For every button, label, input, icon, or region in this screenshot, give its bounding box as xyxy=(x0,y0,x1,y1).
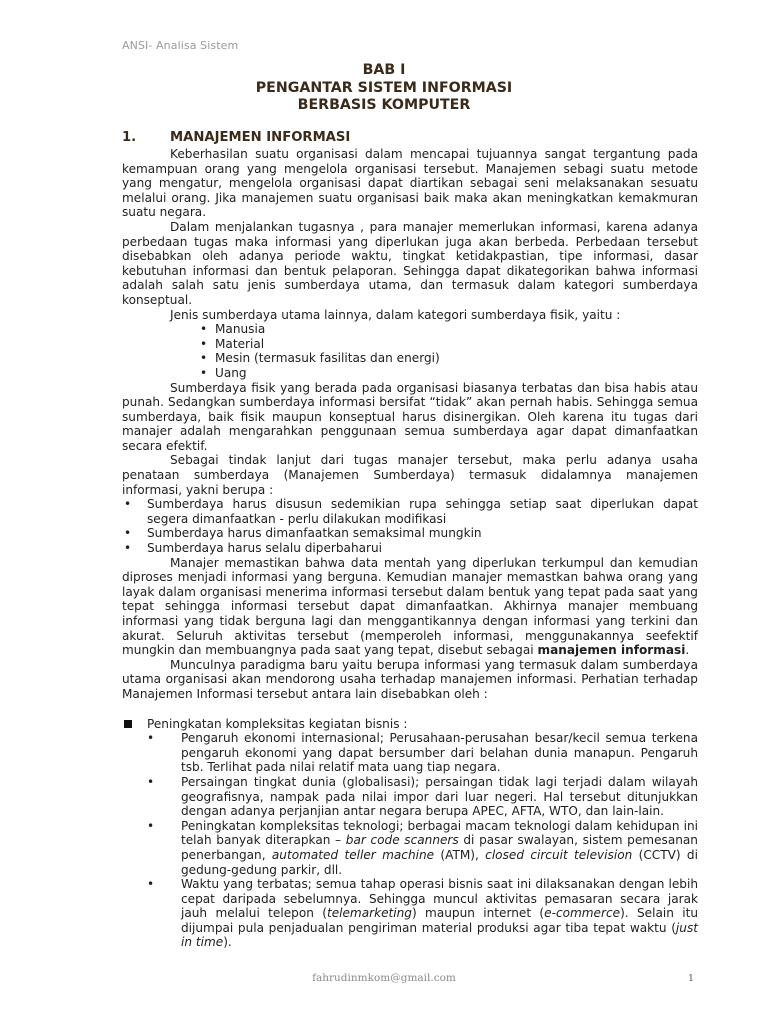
text-run: (ATM), xyxy=(440,847,479,862)
chapter-title xyxy=(0,62,768,115)
list-item: • Uang xyxy=(194,366,698,381)
paragraph-4: Sumberdaya fisik yang berada pada organisasi biasanya terbatas dan bisa habis atau punah. Sedangkan sumberdaya informasi bersifat “tidak” akan pernah habis. Sehingga semua sumberdaya, baik fisik maupun konseptual harus disinergikan. Oleh karena itu tugas dari manajer adalah mengarahkan penggunaan semua sumberdaya agar dapat dimanfaatkan secara efektif. xyxy=(122,380,698,453)
text-run: ). xyxy=(223,935,232,950)
list-item: • Sumberdaya harus disusun sedemikian rupa sehingga setiap saat diperlukan dapat segera dimanfaatkan - perlu dilakukan modifikasi xyxy=(122,497,698,526)
list-item: • Persaingan tingkat dunia (globalisasi); persaingan tidak lagi terjadi dalam wilayah geografisnya, nampak pada nilai impor dari luar negeri. Hal tersebut ditunjukkan dengan adanya perjanjian antar negara berupa APEC, AFTA, WTO, dan lain-lain. xyxy=(147,775,698,819)
text-run: Waktu yang terbatas; semua tahap operasi bisnis saat ini dilaksanakan dengan lebih cepat daripada sebelumnya. Sehingga muncul aktivitas pemasaran secara jarak jauh melalui telepon ( xyxy=(181,877,698,921)
chapter-title-line-1: PENGANTAR SISTEM INFORMASI xyxy=(255,79,513,96)
italic-term: e-commerce xyxy=(544,906,621,921)
paragraph-3: Jenis sumberdaya utama lainnya, dalam kategori sumberdaya fisik, yaitu : xyxy=(170,307,621,322)
list-item xyxy=(147,819,698,877)
list-item: • Sumberdaya harus selalu diperbaharui xyxy=(122,541,698,556)
physical-resources-list xyxy=(194,322,698,380)
text-run: ) maupun internet ( xyxy=(412,906,545,921)
square-bullet-icon xyxy=(124,720,132,728)
list-item: • Manusia xyxy=(194,322,698,337)
section-title: MANAJEMEN INFORMASI xyxy=(170,130,351,145)
paragraph-2: Dalam menjalankan tugasnya , para manajer memerlukan informasi, karena adanya perbedaan tugas maka informasi yang diperlukan juga akan berbeda. Perbedaan tersebut disebabkan oleh adanya periode waktu, tingkat ketidakpastian, tipe informasi, dasar kebutuhan informasi dan bentuk pelaporan. Sehingga dapat dikategorikan bahwa informasi adalah salah satu jenis sumberdaya utama, dan termasuk dalam kategori sumberdaya konseptual. xyxy=(122,219,698,307)
causes-list xyxy=(122,717,698,951)
text-run: di pasar swalayan, sistem pemesanan penerbangan, xyxy=(181,833,698,862)
italic-term: just in time xyxy=(181,920,698,950)
list-item xyxy=(147,877,698,950)
paragraph-5: Sebagai tindak lanjut dari tugas manajer tersebut, maka perlu adanya usaha penataan sumberdaya (Manajemen Sumberdaya) termasuk didalamnya manajemen informasi, yakni berupa : xyxy=(122,453,698,497)
page-number: 1 xyxy=(688,973,695,984)
paragraph-6-text: Manajer memastikan bahwa data mentah yang diperlukan terkumpul dan kemudian diproses menjadi informasi yang berguna. Kemudian manajer memastkan bahwa orang yang layak dalam organisasi menerima informasi tersebut dalam bentuk yang tepat pada saat yang tepat sehingga informasi tersebut dapat dimanfaatkan. Akhirnya manajer membuang informasi yang tidak berguna lagi dan menggantikannya dengan informasi yang terkini dan akurat. Seluruh aktivitas tersebut (memperoleh informasi, menggunakannya seefektif mungkin dan membuangnya pada saat yang tepat, disebut sebagai xyxy=(122,555,698,658)
paragraph-1: Keberhasilan suatu organisasi dalam mencapai tujuannya sangat tergantung pada kemampuan orang yang mengelola organisasi tersebut. Manajemen sebagi suatu metode yang mengatur, mengelola organisasi dapat diartikan sebagai seni melaksanakan sesuatu melalui orang. Jika manajemen suatu organisasi baik maka akan meningkatkan kemakmuran suatu negara. xyxy=(122,147,698,220)
italic-term: closed circuit television xyxy=(485,847,633,862)
causes-heading: Peningkatan kompleksitas kegiatan bisnis : xyxy=(147,716,408,731)
list-item: • Material xyxy=(194,337,698,352)
chapter-title-line-2: BERBASIS KOMPUTER xyxy=(297,97,471,113)
paragraph-6-bold: manajemen informasi xyxy=(537,643,686,658)
causes-sublist xyxy=(147,731,698,950)
italic-term: bar code scanners xyxy=(345,833,459,848)
paragraph-6-end: . xyxy=(685,643,690,658)
list-item: • Pengaruh ekonomi internasional; Perusahaan-perusahan besar/kecil semua terkena pengaruh ekonomi yang dapat bersumber dari belahan dunia manapun. Pengaruh tsb. Terlihat pada nilai relatif mata uang tiap negara. xyxy=(147,731,698,775)
running-header: ANSI- Analisa Sistem xyxy=(122,39,239,52)
causes-item xyxy=(122,717,698,951)
italic-term: automated teller machine xyxy=(271,847,435,862)
list-item: • Mesin (termasuk fasilitas dan energi) xyxy=(194,351,698,366)
management-points-list xyxy=(122,497,698,555)
paragraph-7: Munculnya paradigma baru yaitu berupa informasi yang termasuk dalam sumberdaya utama organisasi akan mendorong usaha terhadap manajemen informasi. Perhatian terhadap Manajemen Informasi tersebut antara lain disebabkan oleh : xyxy=(122,657,698,701)
footer-email: fahrudinmkom@gmail.com xyxy=(312,972,456,984)
text-run: ). Selain itu dijumpai pula penjadualan pengiriman material produksi agar tiba tepat waktu ( xyxy=(181,906,698,935)
paragraph-6 xyxy=(122,556,698,658)
text-run: Peningkatan kompleksitas teknologi; berbagai macam teknologi dalam kehidupan ini telah banyak diterapkan – xyxy=(181,818,698,848)
section-number: 1. xyxy=(122,130,137,145)
document-body xyxy=(122,130,698,950)
section-heading xyxy=(122,130,698,146)
list-item: • Sumberdaya harus dimanfaatkan semaksimal mungkin xyxy=(122,526,698,541)
italic-term: telemarketing xyxy=(326,906,412,921)
text-run: (CCTV) di gedung-gedung parkir, dll. xyxy=(181,847,698,877)
chapter-number: BAB I xyxy=(362,62,406,78)
